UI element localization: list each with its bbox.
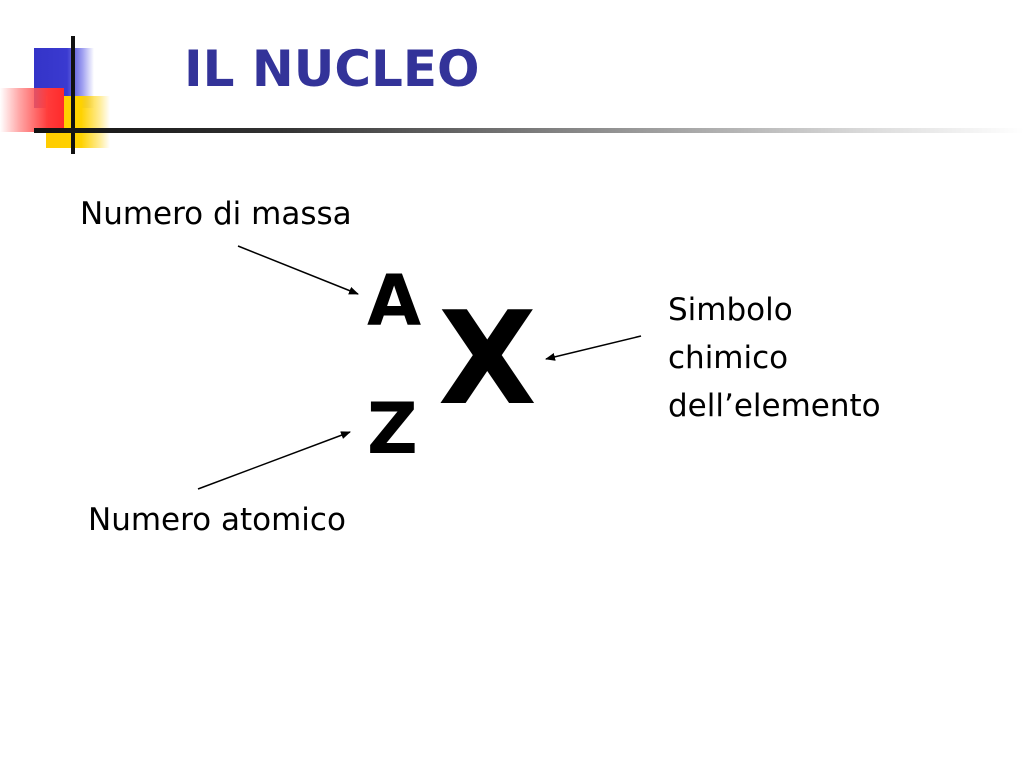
symbol-description-line-2: chimico xyxy=(668,340,789,376)
symbol-description-line-3: dell’elemento xyxy=(668,388,881,424)
atomic-number-arrow xyxy=(198,432,350,489)
mass-number-label: Numero di massa xyxy=(80,196,352,232)
mass-number-arrow xyxy=(238,246,358,294)
symbol-description-line-1: Simbolo xyxy=(668,292,793,328)
mass-number-letter: A xyxy=(367,260,422,342)
symbol-arrow xyxy=(546,336,641,359)
atomic-number-letter: Z xyxy=(367,388,418,470)
atomic-number-label: Numero atomico xyxy=(88,502,346,538)
slide-title: IL NUCLEO xyxy=(184,40,480,98)
element-symbol: X xyxy=(438,285,537,434)
